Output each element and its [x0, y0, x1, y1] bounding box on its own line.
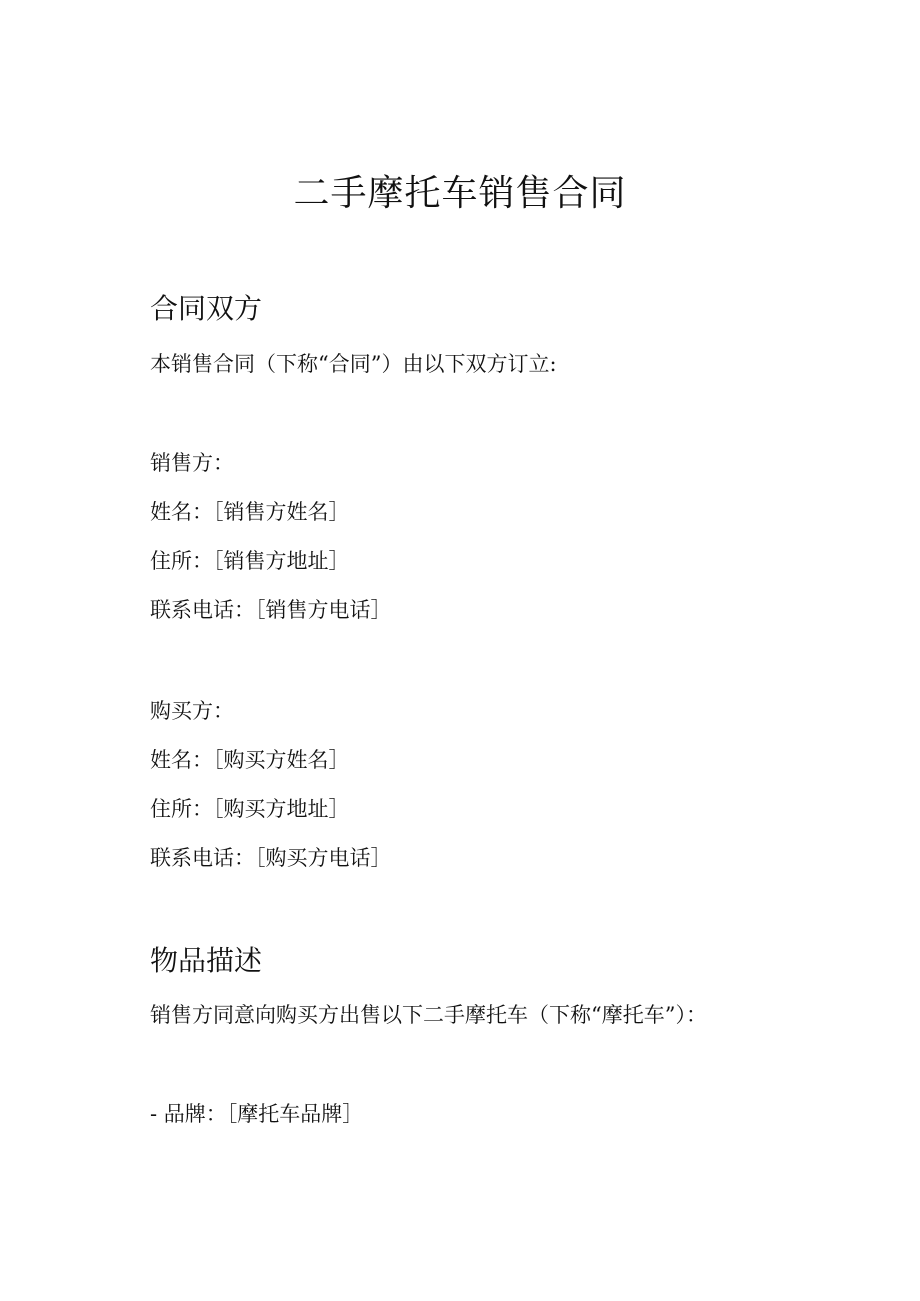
- section-heading-parties: 合同双方: [150, 292, 263, 325]
- buyer-address-line: 住所：［购买方地址］: [150, 797, 350, 821]
- seller-label: 销售方：: [150, 451, 234, 475]
- document-title: 二手摩托车销售合同: [293, 173, 627, 214]
- buyer-name-line: 姓名：［购买方姓名］: [150, 748, 350, 772]
- item-intro-text: 销售方同意向购买方出售以下二手摩托车（下称“摩托车”）：: [150, 1003, 707, 1027]
- item-brand-line: - 品牌：［摩托车品牌］: [150, 1102, 364, 1126]
- buyer-label: 购买方：: [150, 699, 234, 723]
- buyer-phone-line: 联系电话：［购买方电话］: [150, 846, 392, 870]
- parties-intro-text: 本销售合同（下称“合同”）由以下双方订立:: [150, 352, 557, 376]
- seller-name-line: 姓名：［销售方姓名］: [150, 500, 350, 524]
- seller-phone-line: 联系电话：［销售方电话］: [150, 598, 392, 622]
- section-heading-item: 物品描述: [150, 944, 263, 977]
- seller-address-line: 住所：［销售方地址］: [150, 549, 350, 573]
